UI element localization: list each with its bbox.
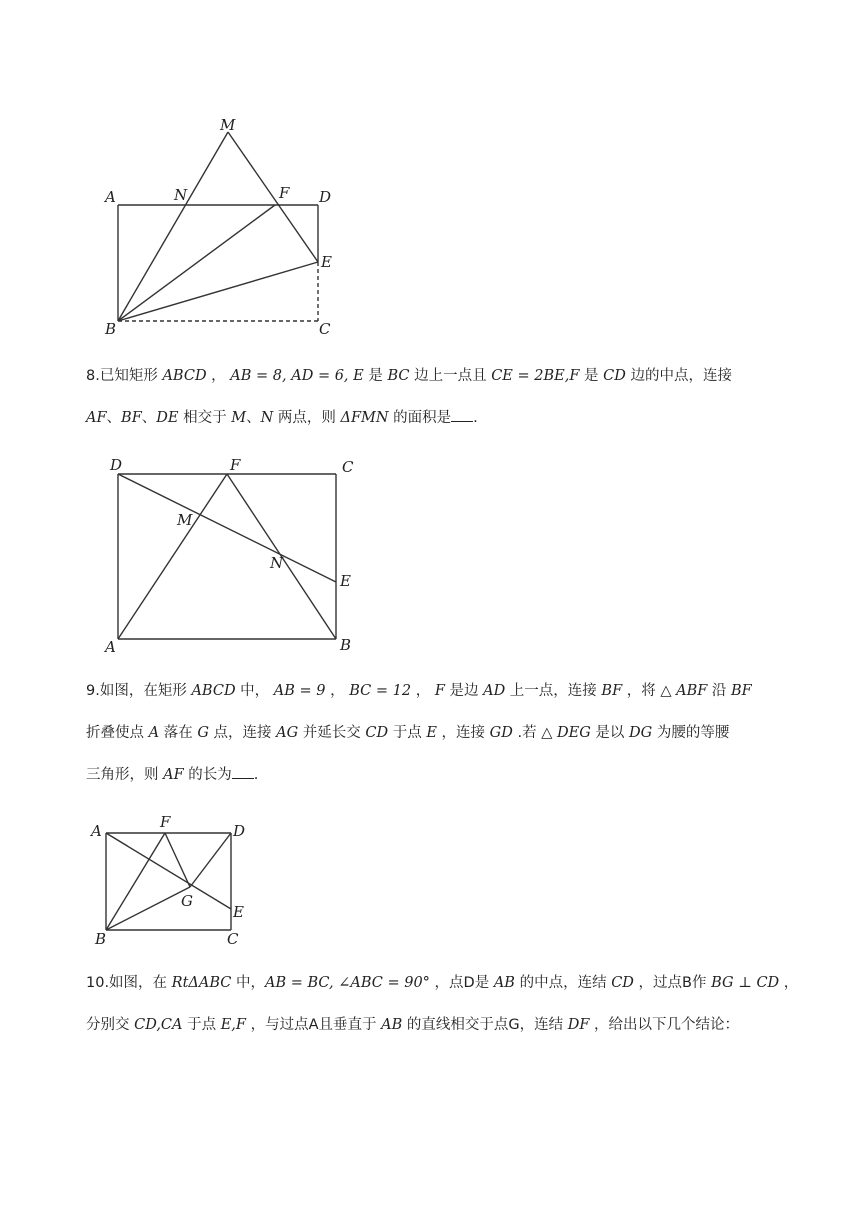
label-A: A [105, 188, 116, 206]
label-A: A [91, 822, 102, 840]
q9-line-3: 三角形，则 AF 的长为 . [86, 767, 259, 783]
figure-9 [85, 813, 270, 953]
label-C: C [227, 930, 239, 948]
q8-line-2: AF、BF、DE 相交于 M、N 两点，则 ΔFMN 的面积是 . [86, 410, 478, 426]
label-A: A [105, 638, 116, 656]
question-8 [86, 355, 786, 439]
label-F: F [160, 813, 171, 831]
label-M: M [220, 116, 236, 134]
label-B: B [340, 636, 352, 654]
q10-line-2: 分别交 CD,CA 于点 E,F ，与过点A且垂直于 AB 的直线相交于点G，连结 DF ，给出以下几个结论： [86, 1017, 740, 1033]
question-10 [86, 962, 799, 1046]
label-E: E [321, 253, 332, 271]
label-D: D [319, 188, 332, 206]
label-M: M [177, 511, 193, 529]
label-D: D [233, 822, 246, 840]
figure-7 [100, 110, 360, 345]
label-E: E [340, 572, 351, 590]
q8-line-1: 8.已知矩形 ABCD ， AB = 8, AD = 6, E 是 BC 边上一点且 CE = 2BE,F 是 CD 边的中点，连接 [86, 368, 732, 384]
label-N: N [174, 186, 188, 204]
label-B: B [95, 930, 107, 948]
label-E: E [233, 903, 244, 921]
label-B: B [105, 320, 117, 338]
label-C: C [342, 458, 354, 476]
q9-line-1: 9.如图，在矩形 ABCD 中， AB = 9 ， BC = 12 ， F 是边 AD 上一点，连接 BF ，将 △ ABF 沿 BF [86, 683, 752, 699]
label-C: C [319, 320, 331, 338]
answer-blank [451, 409, 473, 422]
q9-line-2: 折叠使点 A 落在 G 点，连接 AG 并延长交 CD 于点 E ，连接 GD .若 △ DEG 是以 DG 为腰的等腰 [86, 725, 730, 741]
answer-blank [232, 766, 254, 779]
label-G: G [181, 892, 193, 910]
label-F: F [230, 456, 241, 474]
figure-8 [100, 452, 370, 662]
q10-line-1: 10.如图，在 RtΔABC 中，AB = BC, ∠ABC = 90° ，点D是 AB 的中点，连结 CD ，过点B作 BG ⊥ CD ， [86, 975, 799, 991]
label-N: N [270, 554, 284, 572]
question-9 [86, 670, 786, 796]
label-F: F [279, 184, 290, 202]
label-D: D [110, 456, 123, 474]
